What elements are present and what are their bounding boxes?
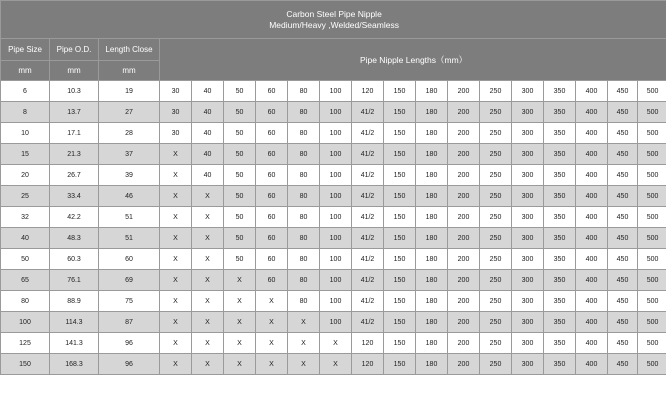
unit-length-close: mm (99, 61, 160, 81)
cell-length-close: 19 (99, 81, 160, 102)
cell-length: 41/2 (352, 144, 384, 165)
cell-length: 200 (448, 123, 480, 144)
cell-length: 50 (224, 249, 256, 270)
cell-length: 500 (638, 354, 666, 375)
header-pipe-nipple-lengths: Pipe Nipple Lengths（mm） (160, 39, 666, 81)
cell-length: 250 (480, 312, 512, 333)
cell-length: X (192, 333, 224, 354)
cell-length: 250 (480, 270, 512, 291)
cell-pipe-od: 33.4 (50, 186, 99, 207)
cell-length: 50 (224, 165, 256, 186)
cell-length: 150 (384, 249, 416, 270)
cell-pipe-size: 20 (1, 165, 50, 186)
cell-pipe-od: 42.2 (50, 207, 99, 228)
cell-length: 100 (320, 165, 352, 186)
table-row (1, 228, 666, 249)
cell-length: 250 (480, 228, 512, 249)
cell-length: 150 (384, 165, 416, 186)
cell-length: X (192, 291, 224, 312)
cell-pipe-size: 25 (1, 186, 50, 207)
cell-length: 300 (512, 186, 544, 207)
cell-length: 150 (384, 291, 416, 312)
table-title (1, 1, 666, 39)
table-row (1, 123, 666, 144)
cell-length: 80 (288, 186, 320, 207)
cell-length: X (160, 354, 192, 375)
cell-length: 80 (288, 291, 320, 312)
cell-length: X (160, 270, 192, 291)
cell-length: 150 (384, 123, 416, 144)
cell-length: 250 (480, 207, 512, 228)
cell-length: 400 (576, 291, 608, 312)
cell-length: 500 (638, 165, 666, 186)
cell-length: 500 (638, 81, 666, 102)
cell-length: 450 (608, 81, 638, 102)
cell-length-close: 87 (99, 312, 160, 333)
cell-length: 100 (320, 81, 352, 102)
cell-pipe-size: 32 (1, 207, 50, 228)
cell-length: X (224, 270, 256, 291)
cell-length: 450 (608, 312, 638, 333)
cell-length: 400 (576, 144, 608, 165)
cell-pipe-od: 168.3 (50, 354, 99, 375)
cell-length: 500 (638, 207, 666, 228)
cell-length: 120 (352, 333, 384, 354)
cell-length: 450 (608, 333, 638, 354)
cell-length: 250 (480, 333, 512, 354)
cell-length: 350 (544, 291, 576, 312)
cell-length: 400 (576, 270, 608, 291)
cell-length: 100 (320, 102, 352, 123)
unit-pipe-od: mm (50, 61, 99, 81)
cell-length: 200 (448, 186, 480, 207)
cell-length: 500 (638, 333, 666, 354)
cell-length: 250 (480, 186, 512, 207)
cell-length: X (160, 333, 192, 354)
cell-length: 30 (160, 81, 192, 102)
table-row (1, 165, 666, 186)
cell-length: 150 (384, 228, 416, 249)
cell-length: 100 (320, 270, 352, 291)
cell-length: 300 (512, 123, 544, 144)
cell-length: 100 (320, 291, 352, 312)
cell-length: 60 (256, 81, 288, 102)
cell-length: X (320, 333, 352, 354)
cell-length: 30 (160, 123, 192, 144)
cell-length: 41/2 (352, 165, 384, 186)
cell-pipe-od: 76.1 (50, 270, 99, 291)
cell-length-close: 96 (99, 333, 160, 354)
cell-length: 180 (416, 81, 448, 102)
cell-length: 250 (480, 81, 512, 102)
cell-length: 500 (638, 228, 666, 249)
cell-length-close: 96 (99, 354, 160, 375)
table-row (1, 291, 666, 312)
cell-length: 250 (480, 354, 512, 375)
cell-length: 150 (384, 102, 416, 123)
cell-length: 180 (416, 333, 448, 354)
cell-pipe-size: 80 (1, 291, 50, 312)
cell-length: 150 (384, 81, 416, 102)
cell-length: 300 (512, 207, 544, 228)
cell-length-close: 46 (99, 186, 160, 207)
cell-length: 200 (448, 81, 480, 102)
cell-length: 180 (416, 123, 448, 144)
cell-length: 50 (224, 144, 256, 165)
cell-length: 450 (608, 165, 638, 186)
cell-length: 41/2 (352, 312, 384, 333)
cell-length: 500 (638, 186, 666, 207)
cell-length: X (160, 249, 192, 270)
cell-length: 350 (544, 102, 576, 123)
cell-pipe-size: 6 (1, 81, 50, 102)
cell-length: 30 (160, 102, 192, 123)
cell-length: 150 (384, 333, 416, 354)
cell-length: 100 (320, 312, 352, 333)
cell-length: 60 (256, 123, 288, 144)
cell-length: 100 (320, 144, 352, 165)
cell-length: 300 (512, 102, 544, 123)
cell-length: 200 (448, 312, 480, 333)
cell-length: 50 (224, 123, 256, 144)
cell-pipe-od: 17.1 (50, 123, 99, 144)
cell-length: 120 (352, 81, 384, 102)
cell-length: 60 (256, 270, 288, 291)
cell-length: 100 (320, 207, 352, 228)
cell-length: 180 (416, 228, 448, 249)
cell-length-close: 51 (99, 207, 160, 228)
cell-length-close: 28 (99, 123, 160, 144)
cell-length: 500 (638, 102, 666, 123)
cell-length: 60 (256, 102, 288, 123)
cell-length: 50 (224, 186, 256, 207)
cell-pipe-size: 125 (1, 333, 50, 354)
table-row (1, 207, 666, 228)
cell-length: 300 (512, 81, 544, 102)
cell-length: 200 (448, 144, 480, 165)
table-row (1, 270, 666, 291)
cell-length-close: 27 (99, 102, 160, 123)
cell-length: 80 (288, 165, 320, 186)
cell-length: 250 (480, 291, 512, 312)
cell-length: 60 (256, 207, 288, 228)
cell-length: 250 (480, 102, 512, 123)
header-length-close: Length Close (99, 39, 160, 61)
cell-length: 450 (608, 354, 638, 375)
cell-length: X (160, 144, 192, 165)
table-row (1, 333, 666, 354)
cell-length: 200 (448, 291, 480, 312)
cell-length: X (192, 186, 224, 207)
cell-length: 300 (512, 165, 544, 186)
cell-length: X (192, 228, 224, 249)
title-line-1: Carbon Steel Pipe Nipple (286, 8, 382, 19)
cell-length: 60 (256, 186, 288, 207)
cell-length: X (256, 291, 288, 312)
cell-length: X (160, 165, 192, 186)
cell-length: 80 (288, 228, 320, 249)
cell-length: X (224, 333, 256, 354)
cell-length: 200 (448, 207, 480, 228)
cell-length: 250 (480, 144, 512, 165)
cell-length: 50 (224, 207, 256, 228)
cell-length: 250 (480, 249, 512, 270)
cell-length: X (224, 312, 256, 333)
header-pipe-od: Pipe O.D. (50, 39, 99, 61)
cell-length: 41/2 (352, 249, 384, 270)
cell-length: 250 (480, 123, 512, 144)
cell-length: 500 (638, 249, 666, 270)
cell-length: X (224, 291, 256, 312)
cell-length: 400 (576, 207, 608, 228)
cell-length: 500 (638, 144, 666, 165)
cell-length: 500 (638, 270, 666, 291)
cell-length: X (160, 228, 192, 249)
cell-length: X (288, 333, 320, 354)
cell-length: 500 (638, 123, 666, 144)
cell-length: 400 (576, 123, 608, 144)
cell-length: 350 (544, 186, 576, 207)
cell-length: 350 (544, 354, 576, 375)
cell-length: 41/2 (352, 186, 384, 207)
cell-length: 180 (416, 249, 448, 270)
cell-length: 60 (256, 249, 288, 270)
cell-length: 350 (544, 144, 576, 165)
cell-length: 450 (608, 123, 638, 144)
cell-pipe-size: 150 (1, 354, 50, 375)
cell-length: 350 (544, 333, 576, 354)
cell-length: 350 (544, 165, 576, 186)
cell-length: 41/2 (352, 123, 384, 144)
cell-length: 350 (544, 249, 576, 270)
cell-length: 450 (608, 291, 638, 312)
cell-length: X (192, 312, 224, 333)
cell-length: 200 (448, 270, 480, 291)
cell-length: 200 (448, 249, 480, 270)
cell-length: X (256, 312, 288, 333)
cell-length: 200 (448, 354, 480, 375)
cell-length: 300 (512, 249, 544, 270)
cell-length: 120 (352, 354, 384, 375)
cell-pipe-od: 13.7 (50, 102, 99, 123)
cell-length: 500 (638, 291, 666, 312)
cell-pipe-od: 48.3 (50, 228, 99, 249)
table-row (1, 186, 666, 207)
cell-length: 450 (608, 186, 638, 207)
cell-length: 300 (512, 291, 544, 312)
cell-length-close: 75 (99, 291, 160, 312)
cell-length: 41/2 (352, 228, 384, 249)
cell-length: 50 (224, 81, 256, 102)
cell-length: 150 (384, 186, 416, 207)
cell-length: 80 (288, 144, 320, 165)
cell-length: 60 (256, 144, 288, 165)
table-row (1, 144, 666, 165)
cell-length: X (256, 354, 288, 375)
cell-length: 180 (416, 354, 448, 375)
unit-pipe-size: mm (1, 61, 50, 81)
cell-length: X (288, 354, 320, 375)
cell-length: 100 (320, 228, 352, 249)
title-line-2: Medium/Heavy ,Welded/Seamless (269, 19, 399, 30)
cell-length: 50 (224, 102, 256, 123)
cell-length: 150 (384, 207, 416, 228)
cell-length: 200 (448, 102, 480, 123)
cell-length: 350 (544, 228, 576, 249)
cell-length: 80 (288, 102, 320, 123)
cell-length: 400 (576, 165, 608, 186)
cell-length: 500 (638, 312, 666, 333)
cell-pipe-od: 10.3 (50, 81, 99, 102)
cell-length: 400 (576, 81, 608, 102)
cell-pipe-size: 10 (1, 123, 50, 144)
cell-length: X (224, 354, 256, 375)
table-body (1, 81, 666, 375)
cell-length: X (288, 312, 320, 333)
header-pipe-size: Pipe Size (1, 39, 50, 61)
cell-length: 300 (512, 228, 544, 249)
cell-length: 40 (192, 123, 224, 144)
cell-length: 450 (608, 249, 638, 270)
cell-length: 100 (320, 186, 352, 207)
cell-pipe-size: 100 (1, 312, 50, 333)
cell-pipe-od: 141.3 (50, 333, 99, 354)
cell-pipe-od: 21.3 (50, 144, 99, 165)
cell-length: X (192, 270, 224, 291)
cell-length: 400 (576, 186, 608, 207)
cell-length: 180 (416, 165, 448, 186)
cell-length: 41/2 (352, 291, 384, 312)
cell-length: 180 (416, 207, 448, 228)
cell-length: 250 (480, 165, 512, 186)
cell-length: 400 (576, 228, 608, 249)
cell-length-close: 69 (99, 270, 160, 291)
table-row (1, 249, 666, 270)
cell-length: 300 (512, 270, 544, 291)
cell-length: 400 (576, 354, 608, 375)
cell-length: 50 (224, 228, 256, 249)
table-row (1, 102, 666, 123)
cell-length: 350 (544, 81, 576, 102)
cell-length: 180 (416, 291, 448, 312)
cell-pipe-od: 88.9 (50, 291, 99, 312)
cell-length: 400 (576, 102, 608, 123)
cell-length: 450 (608, 228, 638, 249)
cell-length: 150 (384, 270, 416, 291)
cell-pipe-size: 50 (1, 249, 50, 270)
cell-length: X (160, 312, 192, 333)
cell-length: 180 (416, 102, 448, 123)
cell-length: X (160, 207, 192, 228)
cell-length: 40 (192, 102, 224, 123)
cell-length: 400 (576, 333, 608, 354)
cell-length-close: 51 (99, 228, 160, 249)
cell-length: 40 (192, 165, 224, 186)
table-row (1, 354, 666, 375)
cell-length: 60 (256, 228, 288, 249)
cell-length: 200 (448, 333, 480, 354)
cell-length: 350 (544, 312, 576, 333)
cell-length: 150 (384, 144, 416, 165)
table-row (1, 81, 666, 102)
cell-length: 41/2 (352, 207, 384, 228)
cell-length: 100 (320, 123, 352, 144)
cell-length: 350 (544, 123, 576, 144)
cell-length: 80 (288, 249, 320, 270)
cell-pipe-od: 60.3 (50, 249, 99, 270)
table-row (1, 312, 666, 333)
cell-length: 300 (512, 312, 544, 333)
cell-length: 180 (416, 186, 448, 207)
cell-length-close: 39 (99, 165, 160, 186)
cell-length: 450 (608, 270, 638, 291)
cell-length: 450 (608, 207, 638, 228)
cell-length: 80 (288, 123, 320, 144)
cell-length: 80 (288, 81, 320, 102)
cell-length: 100 (320, 249, 352, 270)
cell-length: 180 (416, 144, 448, 165)
cell-length-close: 60 (99, 249, 160, 270)
cell-length: 80 (288, 207, 320, 228)
cell-length: 450 (608, 102, 638, 123)
cell-length: 40 (192, 144, 224, 165)
cell-length: 200 (448, 228, 480, 249)
cell-length: 80 (288, 270, 320, 291)
cell-length: 150 (384, 312, 416, 333)
cell-length: 150 (384, 354, 416, 375)
cell-length: 350 (544, 207, 576, 228)
cell-length: X (160, 291, 192, 312)
cell-length: 40 (192, 81, 224, 102)
cell-length: X (160, 186, 192, 207)
cell-pipe-size: 15 (1, 144, 50, 165)
cell-length: X (192, 354, 224, 375)
cell-pipe-od: 114.3 (50, 312, 99, 333)
cell-length: 41/2 (352, 270, 384, 291)
cell-length: 300 (512, 144, 544, 165)
cell-length-close: 37 (99, 144, 160, 165)
cell-pipe-size: 8 (1, 102, 50, 123)
cell-length: 180 (416, 270, 448, 291)
cell-length: 300 (512, 354, 544, 375)
cell-length: 300 (512, 333, 544, 354)
cell-length: 400 (576, 312, 608, 333)
cell-length: 41/2 (352, 102, 384, 123)
cell-length: 200 (448, 165, 480, 186)
cell-pipe-od: 26.7 (50, 165, 99, 186)
cell-pipe-size: 40 (1, 228, 50, 249)
cell-length: X (192, 249, 224, 270)
cell-length: 60 (256, 165, 288, 186)
cell-length: 350 (544, 270, 576, 291)
cell-length: X (320, 354, 352, 375)
cell-length: 450 (608, 144, 638, 165)
cell-length: X (256, 333, 288, 354)
cell-length: X (192, 207, 224, 228)
cell-length: 180 (416, 312, 448, 333)
cell-length: 400 (576, 249, 608, 270)
cell-pipe-size: 65 (1, 270, 50, 291)
